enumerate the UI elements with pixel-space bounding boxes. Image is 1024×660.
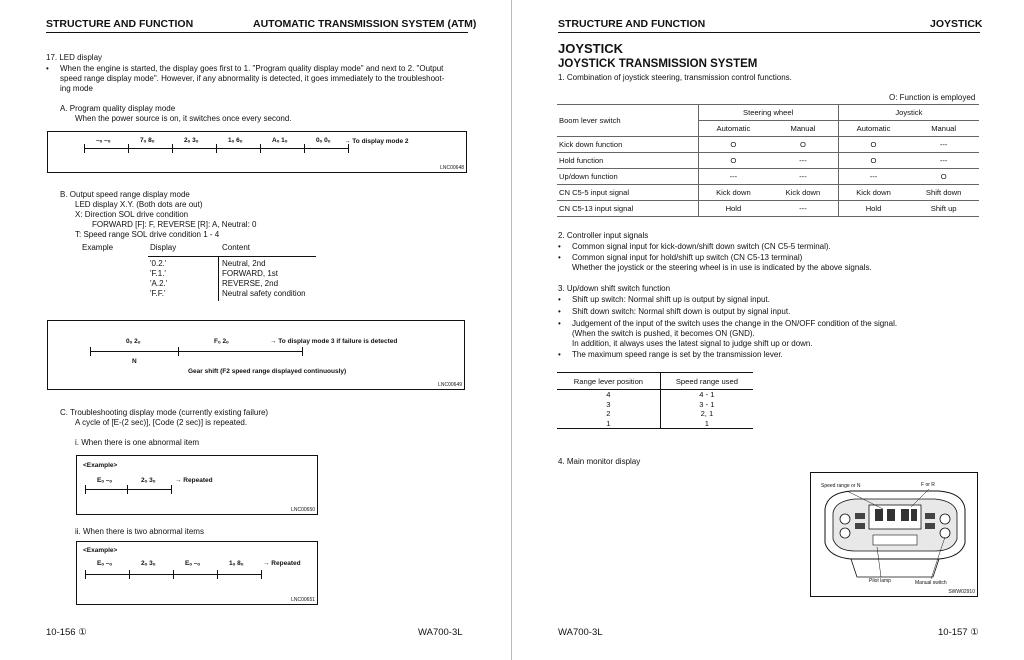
bullet: • (46, 64, 49, 73)
figure-code: SWW02910 (948, 589, 975, 595)
sub-header: Manual (908, 121, 979, 137)
diagram-caption: Gear shift (F2 speed range displayed continuously) (188, 368, 347, 375)
table-row (557, 390, 753, 400)
led-code: 2ₒ 3ₒ (141, 560, 156, 567)
item-3-bullet: Shift down switch: Normal shift down is output by signal input. (572, 307, 791, 316)
mode-a-title: A. Program quality display mode (60, 104, 176, 113)
left-header-rule (46, 32, 468, 33)
bullet: • (558, 242, 561, 251)
led-code: 0ₒ 0ₒ (316, 137, 331, 144)
row-label: CN C5-5 input signal (557, 185, 698, 201)
table-row (557, 373, 753, 390)
table-row (557, 153, 979, 169)
timeline-tick (84, 144, 85, 153)
timeline-tick (260, 144, 261, 153)
table-cell: O (838, 153, 908, 169)
figure-code: LNC00650 (291, 507, 315, 513)
b-table-divider (218, 256, 219, 301)
table-cell: O (768, 137, 838, 153)
row-label: Up/down function (557, 169, 698, 185)
table-legend: O: Function is employed (889, 93, 976, 102)
table-row (557, 137, 979, 153)
timeline-tick (217, 570, 218, 579)
item-2: 2. Controller input signals (558, 231, 649, 240)
diagram-mode1 (47, 131, 467, 173)
table-cell: --- (908, 153, 979, 169)
mode-b-line: LED display X.Y. (Both dots are out) (75, 200, 203, 209)
table-cell: Hold (838, 201, 908, 217)
table-row (557, 201, 979, 217)
sub-header: Automatic (698, 121, 768, 137)
led-code: Eₒ –ₒ (97, 560, 113, 567)
range-cell: 2, 1 (700, 409, 714, 419)
diagram-arrow-label: → Repeated (175, 477, 213, 484)
timeline-tick (127, 485, 128, 494)
intro-line: ing mode (60, 84, 93, 93)
table-row (557, 185, 979, 201)
left-header-title: AUTOMATIC TRANSMISSION SYSTEM (ATM) (253, 18, 477, 30)
range-table (557, 372, 753, 429)
item-3-bullet-cont: In addition, it always uses the latest signal to judge shift up or down. (572, 339, 813, 348)
table-cell: --- (768, 153, 838, 169)
table-cell: Shift up (908, 201, 979, 217)
timeline-tick (302, 347, 303, 356)
b-table-cell: Neutral, 2nd (222, 259, 266, 268)
b-table-cell: Neutral safety condition (222, 289, 306, 298)
b-table-header: Content (222, 243, 251, 252)
bullet: • (558, 253, 561, 262)
item-1: 1. Combination of joystick steering, transmission control functions. (558, 73, 792, 82)
timeline-line (90, 351, 302, 352)
page-divider (511, 0, 512, 660)
timeline-tick (171, 485, 172, 494)
item-2-bullet-cont: Whether the joystick or the steering wheel is in use is indicated by the above signals. (572, 263, 872, 272)
b-table-cell: 'F.1.' (150, 269, 166, 278)
callout-manual-switch: Manual switch (915, 580, 947, 586)
group-header-joystick: Joystick (838, 105, 979, 121)
figure-code: LNC00651 (291, 597, 315, 603)
neutral-label: N (132, 358, 137, 365)
b-table-cell: FORWARD, 1st (222, 269, 279, 278)
timeline-line (85, 489, 171, 490)
timeline-tick (129, 570, 130, 579)
monitor-figure (810, 472, 978, 597)
led-code: 2ₒ 3ₒ (141, 477, 156, 484)
item-4: 4. Main monitor display (558, 457, 641, 466)
diagram-arrow-label: → Repeated (263, 560, 301, 567)
left-page (0, 0, 511, 660)
figure-code: LNC00649 (438, 382, 462, 388)
mode-c-desc: A cycle of [E-(2 sec)], [Code (2 sec)] is repeated. (75, 418, 248, 427)
mode-a-desc: When the power source is on, it switches once every second. (75, 114, 292, 123)
right-header-title: JOYSTICK (930, 18, 983, 30)
item-3: 3. Up/down shift switch function (558, 284, 671, 293)
item-3-bullet-cont: (When the switch is pushed, it becomes ON (GND). (572, 329, 755, 338)
led-code: 2ₒ 3ₒ (184, 137, 199, 144)
range-cell: 4 (557, 390, 660, 400)
section-title: 17. LED display (46, 53, 103, 62)
joystick-function-table (557, 104, 979, 217)
range-cell: 1 (557, 419, 660, 429)
table-row (557, 419, 753, 429)
led-code: Eₒ –ₒ (185, 560, 201, 567)
table-cell: --- (698, 169, 768, 185)
table-cell: O (838, 137, 908, 153)
callout-direction: F or R (921, 482, 935, 488)
bullet: • (558, 319, 561, 328)
led-code: 7ₒ 8ₒ (140, 137, 155, 144)
led-code: Aₒ 1ₒ (272, 137, 288, 144)
led-code: 0ₒ 2ₒ (126, 338, 141, 345)
mode-b-line: T: Speed range SOL drive condition 1 - 4 (75, 230, 220, 239)
example-label: <Example> (83, 462, 118, 469)
page-subtitle: JOYSTICK TRANSMISSION SYSTEM (558, 58, 758, 70)
example-label: <Example> (83, 547, 118, 554)
mode-c-title: C. Troubleshooting display mode (currently existing failure) (60, 408, 269, 417)
range-cell: 2 (557, 409, 660, 419)
timeline-tick (172, 144, 173, 153)
right-header-section: STRUCTURE AND FUNCTION (558, 18, 706, 30)
table-row (557, 169, 979, 185)
model-number: WA700-3L (418, 627, 463, 638)
range-cell: 3 (557, 400, 660, 410)
timeline-tick (85, 485, 86, 494)
row-label: CN C5-13 input signal (557, 201, 698, 217)
led-code: 1ₒ 8ₒ (229, 560, 244, 567)
table-cell: --- (838, 169, 908, 185)
row-label: Hold function (557, 153, 698, 169)
intro-line: speed range display mode". However, if any abnormality is detected, it goes immediately to the troubleshoot- (60, 74, 445, 83)
timeline-tick (304, 144, 305, 153)
diagram-one-failure (76, 455, 318, 515)
range-cell: 4 - 1 (699, 390, 715, 400)
table-cell: O (698, 137, 768, 153)
case-two-title: ii. When there is two abnormal items (75, 527, 204, 536)
item-3-bullet: Judgement of the input of the switch uses the change in the ON/OFF condition of the signal. (572, 319, 898, 328)
timeline-tick (128, 144, 129, 153)
monitor-illustration (811, 473, 977, 596)
page-title: JOYSTICK (558, 41, 624, 56)
timeline-tick (261, 570, 262, 579)
mode-b-line: X: Direction SOL drive condition (75, 210, 189, 219)
bullet: • (558, 307, 561, 316)
table-cell: Hold (698, 201, 768, 217)
b-table-header: Example (82, 243, 114, 252)
row-header: Boom lever switch (557, 105, 698, 137)
led-code: 1ₒ 6ₒ (228, 137, 243, 144)
table-cell: O (908, 169, 979, 185)
page-number: 10-157 ① (938, 627, 979, 638)
timeline-tick (178, 347, 179, 356)
table-cell: Kick down (698, 185, 768, 201)
bullet: • (558, 295, 561, 304)
table-cell: Kick down (838, 185, 908, 201)
range-cell: 3 - 1 (699, 399, 715, 409)
timeline-tick (173, 570, 174, 579)
sub-header: Automatic (838, 121, 908, 137)
right-header-rule (558, 32, 980, 33)
page-number: 10-156 ① (46, 627, 87, 638)
sub-header: Manual (768, 121, 838, 137)
range-header: Range lever position (557, 373, 660, 390)
b-table-cell: REVERSE, 2nd (222, 279, 279, 288)
diagram-mode2 (47, 320, 465, 390)
range-cell: 1 (660, 419, 753, 429)
b-table-header: Display (150, 243, 177, 252)
timeline-tick (216, 144, 217, 153)
led-code: Eₒ –ₒ (97, 477, 113, 484)
bullet: • (558, 350, 561, 359)
item-3-bullet: The maximum speed range is set by the transmission lever. (572, 350, 783, 359)
diagram-arrow-label: → To display mode 3 if failure is detected (270, 338, 398, 345)
case-one-title: i. When there is one abnormal item (75, 438, 200, 447)
table-cell: O (698, 153, 768, 169)
led-code: Fₒ 2ₒ (214, 338, 229, 345)
timeline-tick (85, 570, 86, 579)
timeline-tick (90, 347, 91, 356)
callout-speed-range: Speed range or N (821, 483, 861, 489)
table-row (557, 409, 753, 419)
table-cell: --- (768, 169, 838, 185)
row-label: Kick down function (557, 137, 698, 153)
table-cell: --- (768, 201, 838, 217)
figure-code: LNC00648 (440, 165, 464, 171)
callout-pilot-lamp: Pilot lamp (869, 578, 891, 584)
led-code: –ₒ –ₒ (96, 137, 111, 144)
b-table-rule (148, 256, 316, 257)
mode-b-title: B. Output speed range display mode (60, 190, 190, 199)
intro-line: When the engine is started, the display goes first to 1. "Program quality display mode" and next to 2. "Output (60, 64, 444, 73)
table-cell: --- (908, 137, 979, 153)
table-cell: Shift down (908, 185, 979, 201)
mode-b-line: FORWARD [F]: F, REVERSE [R]: A, Neutral: 0 (92, 220, 257, 229)
model-number: WA700-3L (558, 627, 603, 638)
item-2-bullet: Common signal input for hold/shift up switch (CN C5-13 terminal) (572, 253, 803, 262)
table-row (557, 105, 979, 121)
b-table-cell: 'F.F.' (150, 289, 166, 298)
table-cell: Kick down (768, 185, 838, 201)
b-table-cell: '0.2.' (150, 259, 167, 268)
diagram-arrow-label: → To display mode 2 (344, 138, 409, 145)
item-3-bullet: Shift up switch: Normal shift up is output by signal input. (572, 295, 770, 304)
range-header: Speed range used (660, 373, 753, 390)
table-row (557, 400, 753, 410)
item-2-bullet: Common signal input for kick-down/shift down switch (CN C5-5 terminal). (572, 242, 831, 251)
group-header-steering: Steering wheel (698, 105, 838, 121)
b-table-cell: 'A.2.' (150, 279, 168, 288)
left-header-section: STRUCTURE AND FUNCTION (46, 18, 194, 30)
diagram-two-failures (76, 541, 318, 605)
